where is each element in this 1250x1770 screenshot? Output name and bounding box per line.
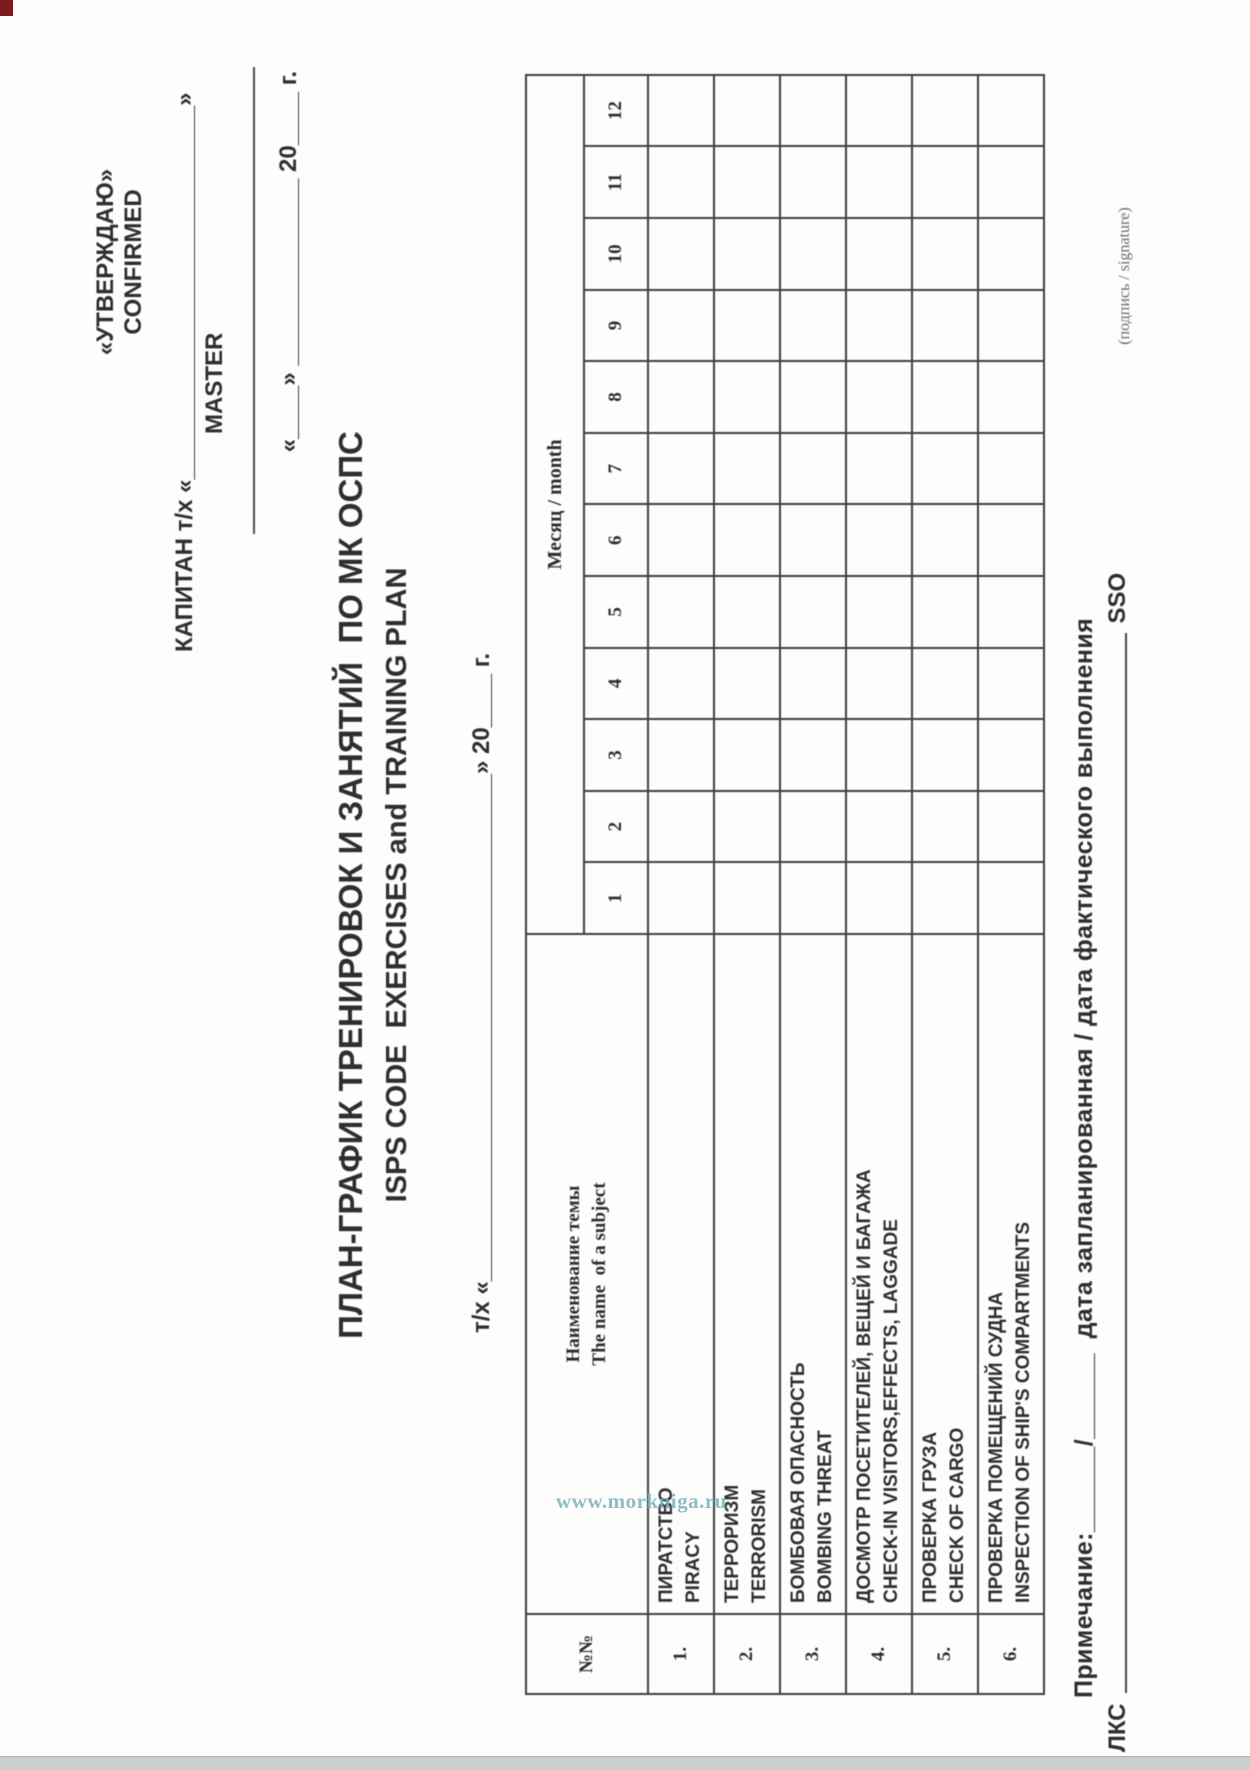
row-number: 5. [912,1614,978,1694]
month-number-cell: 10 [584,218,648,290]
month-cell [780,791,846,863]
month-cell [714,146,780,218]
month-cell [846,290,912,362]
topic-ru: ДОСМОТР ПОСЕТИТЕЛЕЙ, ВЕЩЕЙ И БАГАЖА [854,1169,876,1603]
month-cell [978,75,1044,147]
topic-en: CHECK-IN VISITORS,EFFECTS, LAGGADE [881,1219,902,1603]
month-cell [714,290,780,362]
month-cell [780,719,846,791]
table-row [912,75,978,1694]
topic-en: TERRORISM [749,1489,770,1603]
month-cell [648,433,714,505]
month-cell [846,862,912,934]
document-title [330,0,416,1770]
month-cell [714,576,780,648]
subject-cell [780,934,846,1614]
topic-en: INSPECTION OF SHIP'S COMPARTMENTS [1013,1221,1034,1603]
no-column-header: №№ [526,1614,648,1694]
month-cell [912,719,978,791]
month-cell [648,290,714,362]
approval-block [92,67,303,652]
month-cell [846,504,912,576]
month-cell [978,361,1044,433]
month-cell [978,791,1044,863]
table-row [648,75,714,1694]
topic-en: BOMBING THREAT [815,1430,836,1603]
month-cell [912,146,978,218]
month-cell [780,576,846,648]
month-cell [648,504,714,576]
note-line: Примечание:______/______ дата запланированная / дата фактического выполнения [1070,617,1098,1698]
month-cell [648,648,714,720]
month-cell [714,218,780,290]
month-number-cell: 12 [584,75,648,147]
month-cell [846,791,912,863]
month-cell [912,504,978,576]
month-number-cell: 1 [584,862,648,934]
month-cell [912,433,978,505]
month-cell [978,290,1044,362]
scan-bottom-edge [0,1756,1250,1770]
month-number-cell: 3 [584,719,648,791]
sso-label: SSO [1104,572,1131,624]
month-cell [978,433,1044,505]
month-number-cell: 11 [584,146,648,218]
row-number: 2. [714,1614,780,1694]
month-cell [912,648,978,720]
title-ru: ПЛАН-ГРАФИК ТРЕНИРОВОК И ЗАНЯТИЙ ПО МК ОСПС [332,431,369,1339]
month-cell [846,218,912,290]
month-cell [978,862,1044,934]
subject-header-en: The name of a subject [589,1182,610,1366]
month-cell [714,719,780,791]
month-cell [780,75,846,147]
month-cell [780,218,846,290]
month-number-cell: 8 [584,361,648,433]
month-number-cell: 5 [584,576,648,648]
signature-row [1104,72,1132,1752]
month-cell [846,576,912,648]
approval-signature-line [247,67,255,534]
approve-ru-label: «УТВЕРЖДАЮ» [92,168,119,356]
month-cell [714,433,780,505]
month-cell [714,791,780,863]
month-cell [912,290,978,362]
topic-ru: ПРОВЕРКА ГРУЗА [920,1431,942,1603]
table-body [648,75,1044,1694]
month-cell [912,576,978,648]
signature-caption: (подпись / signature) [1116,207,1133,345]
lks-label: ЛКС [1104,1703,1131,1752]
month-cell [846,719,912,791]
subject-cell [912,934,978,1614]
month-cell [714,361,780,433]
topic-ru: ПРОВЕРКА ПОМЕЩЕНИЙ СУДНА [986,1291,1008,1603]
month-cell [912,862,978,934]
month-cell [978,504,1044,576]
subject-cell [846,934,912,1614]
lks-signature-line [1119,633,1127,1693]
approval-date-line: «____» ______________ 20____ г. [274,71,302,453]
month-cell [648,361,714,433]
month-number-cell: 4 [584,648,648,720]
month-cell [978,576,1044,648]
month-cell [780,862,846,934]
month-cell [780,361,846,433]
month-cell [912,75,978,147]
month-cell [648,862,714,934]
month-cell [846,433,912,505]
topic-ru: ТЕРРОРИЗМ [722,1484,744,1603]
topic-ru: БОМБОВАЯ ОПАСНОСТЬ [788,1362,810,1603]
month-number-cell: 2 [584,791,648,863]
row-number: 1. [648,1614,714,1694]
training-plan-table [525,74,1045,1695]
month-cell [648,75,714,147]
month-cell [648,576,714,648]
month-cell [912,361,978,433]
month-cell [846,361,912,433]
month-cell [648,719,714,791]
scan-corner-mark [0,0,13,16]
month-cell [780,290,846,362]
month-number-cell: 9 [584,290,648,362]
month-cell [978,218,1044,290]
row-number: 4. [846,1614,912,1694]
title-en: ISPS CODE EXERCISES and TRAINING PLAN [381,567,414,1203]
master-label: MASTER [200,332,228,434]
month-cell [846,146,912,218]
month-number-cell: 6 [584,504,648,576]
month-cell [780,648,846,720]
month-span-header: Месяц / month [526,75,584,934]
row-number: 6. [978,1614,1044,1694]
month-cell [648,146,714,218]
month-cell [780,504,846,576]
month-cell [978,719,1044,791]
month-cell [648,791,714,863]
month-cell [648,218,714,290]
topic-en: CHECK OF CARGO [947,1427,968,1603]
topic-en: PIRACY [683,1531,704,1603]
captain-line: КАПИТАН т/х «____________________________» [170,92,198,652]
month-cell [846,648,912,720]
month-cell [780,146,846,218]
subject-cell [978,934,1044,1614]
month-number-cell: 7 [584,433,648,505]
month-cell [978,146,1044,218]
approve-en-label: CONFIRMED [120,189,148,335]
topic-ru: ПИРАТСТВО [656,1487,678,1603]
month-cell [714,504,780,576]
vessel-line: т/х «______________________________________» 20____ г. [468,652,495,1333]
month-cell [714,648,780,720]
table-row [714,75,780,1694]
table-header-row-top [526,75,584,1694]
month-cell [912,218,978,290]
table-row [780,75,846,1694]
subject-header-ru: Наименование темы [563,1185,585,1363]
row-number: 3. [780,1614,846,1694]
month-cell [978,648,1044,720]
table-row [846,75,912,1694]
month-cell [714,75,780,147]
month-cell [714,862,780,934]
watermark: www.morkniga.ru [556,1489,727,1513]
month-cell [912,791,978,863]
month-cell [846,75,912,147]
table-row [978,75,1044,1694]
month-cell [780,433,846,505]
